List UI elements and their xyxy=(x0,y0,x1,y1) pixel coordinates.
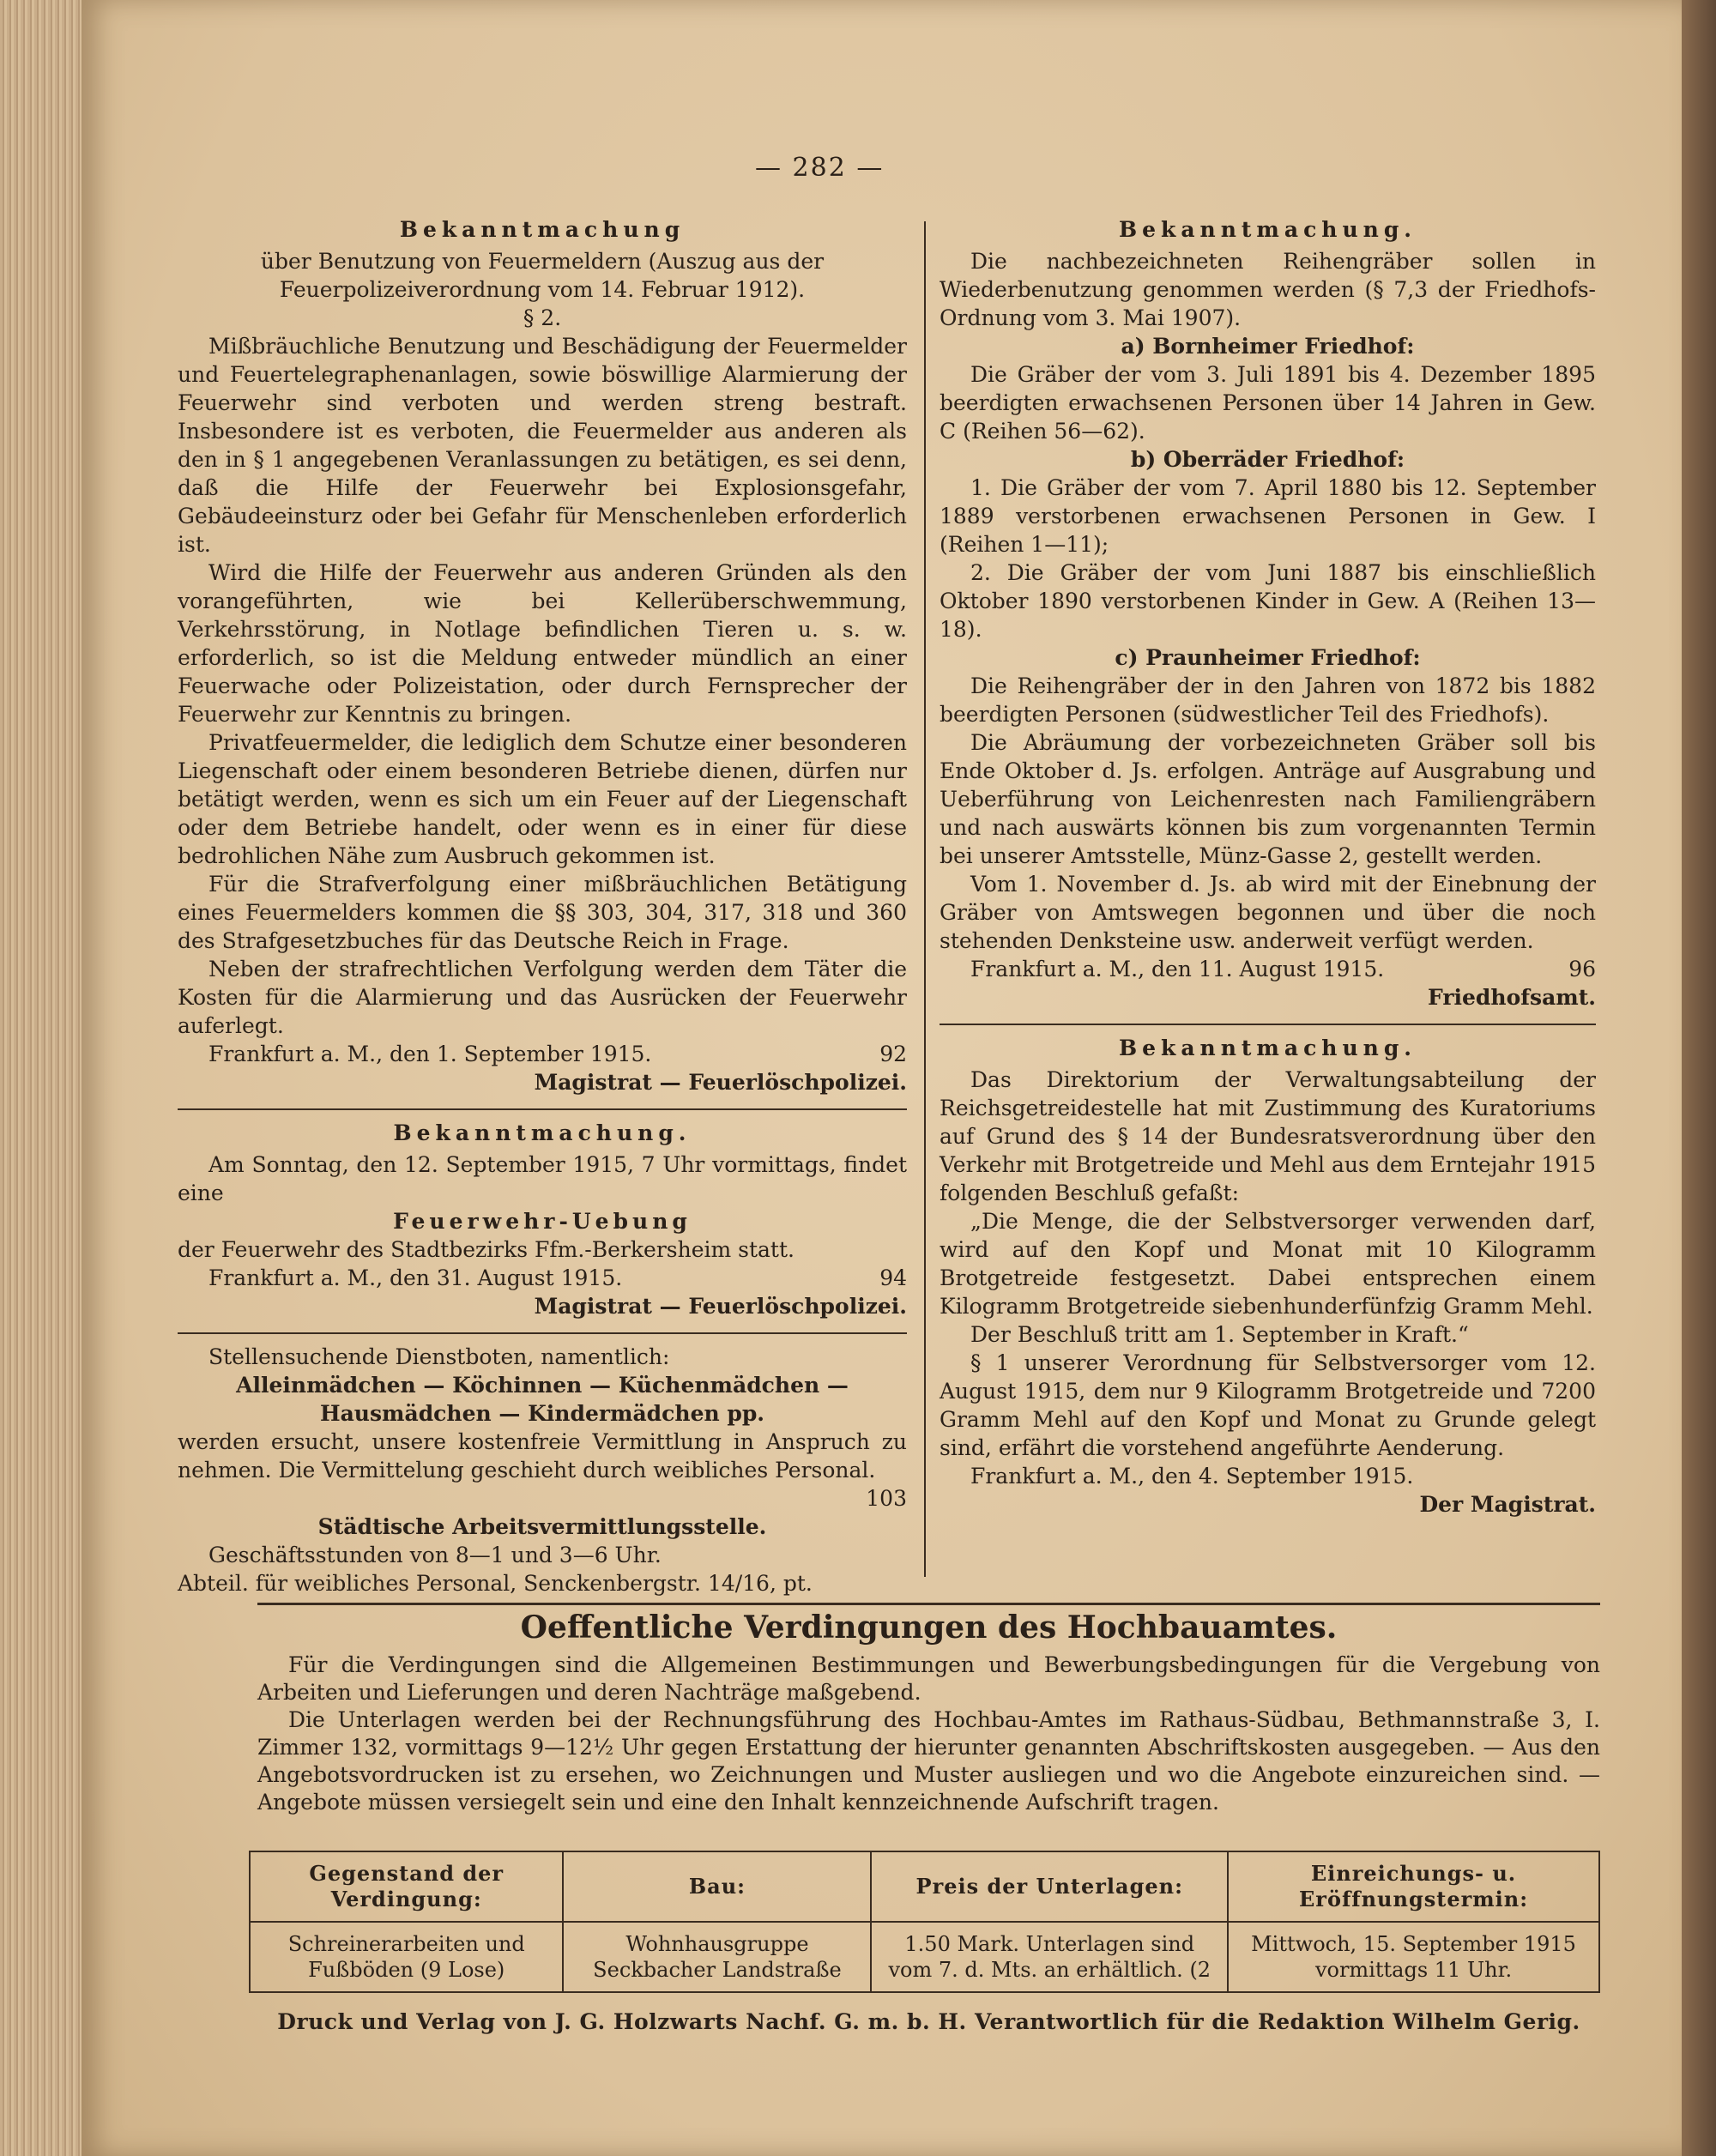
table-cell: Mittwoch, 15. September 1915 vormittags 11 Uhr. xyxy=(1228,1922,1599,1992)
notice-paragraph: Privatfeuermelder, die lediglich dem Schutze einer besonderen Liegenschaft oder einem besonderen Betriebe dienen, dürfen nur betätigt werden, wenn es sich um ein Feuer auf der Liegenschaft oder dem Betriebe handelt, oder wenn es in einer für diese bedrohlichen Nähe zum Ausbruch gekommen ist. xyxy=(178,730,907,868)
notice-heading: Bekanntmachung xyxy=(399,217,686,242)
notice-paragraph: Für die Strafverfolgung einer mißbräuchlichen Betätigung eines Feuermelders kommen die §§ 303, 304, 317, 318 und 360 des Strafgesetzbuches für das Deutsche Reich in Frage. xyxy=(178,872,907,953)
notice-paragraph: Die Abräumung der vorbezeichneten Gräber soll bis Ende Oktober d. Js. erfolgen. Anträge auf Ausgrabung und Ueberführung von Leichenresten nach Familiengräbern und nach auswärts können bis zum vorgenannten Termin bei unserer Amtsstelle, Münz-Gasse 2, gestellt werden. xyxy=(940,730,1596,868)
notice-paragraph: 1. Die Gräber der vom 7. April 1880 bis 12. September 1889 verstorbenen erwachsenen Personen in Gew. I (Reihen 1—11); xyxy=(940,475,1596,557)
notice-paragraph: Die nachbezeichneten Reihengräber sollen in Wiederbenutzung genommen werden (§ 7,3 der Friedhofs-Ordnung vom 3. Mai 1907). xyxy=(940,249,1596,330)
notice-place-date xyxy=(940,955,1596,983)
paragraph-sign: § 2. xyxy=(523,305,562,330)
table-cell: Wohnhausgruppe Seckbacher Landstraße xyxy=(563,1922,871,1992)
notice-number: 103 xyxy=(866,1486,907,1511)
column-header: Gegenstand der Verdingung: xyxy=(250,1851,563,1922)
table-header-row xyxy=(250,1851,1599,1922)
notice-heading: Bekanntmachung. xyxy=(1118,217,1417,242)
column-header: Preis der Unterlagen: xyxy=(871,1851,1228,1922)
notice-paragraph: Der Beschluß tritt am 1. September in Kraft.“ xyxy=(970,1322,1469,1347)
column-header: Einreichungs- u. Eröffnungstermin: xyxy=(1228,1851,1599,1922)
imprint: Druck und Verlag von J. G. Holzwarts Nachf. G. m. b. H. Verantwortlich für die Redaktion Wilhelm Gerig. xyxy=(277,2009,1580,2034)
notice-fire-drill xyxy=(178,1119,907,1320)
notice-separator xyxy=(940,1024,1596,1025)
section-paragraph: Die Unterlagen werden bei der Rechnungsführung des Hochbau-Amtes im Rathaus-Südbau, Bethmannstraße 3, I. Zimmer 132, vormittags 9—12½ Uhr gegen Erstattung der hierunter genannten Abschriftskosten ausgegeben. — Aus den Angebotsvordrucken ist zu ersehen, wo Zeichnungen und Muster ausliegen und wo die Angebote einzureichen sind. — Angebote müssen versiegelt sein und eine den Inhalt kennzeichnende Aufschrift tragen. xyxy=(257,1707,1600,1815)
section-paragraph: Für die Verdingungen sind die Allgemeinen Bestimmungen und Bewerbungsbedingungen für die Vergebung von Arbeiten und Lieferungen und deren Nachträge maßgebend. xyxy=(257,1652,1600,1705)
table-row xyxy=(250,1922,1599,1992)
office-department: Abteil. für weibliches Personal, Senckenbergstr. 14/16, pt. xyxy=(178,1571,813,1596)
notice-grain xyxy=(940,1034,1596,1519)
notice-paragraph: § 1 unserer Verordnung für Selbstversorger vom 12. August 1915, dem nur 9 Kilogramm Brotgetreide und 7200 Gramm Mehl auf den Kopf und Monat zu Grunde gelegt sind, erfährt die vorstehend angeführte Aenderung. xyxy=(940,1350,1596,1460)
cemetery-heading: b) Oberräder Friedhof: xyxy=(1130,447,1405,472)
notice-signature: Der Magistrat. xyxy=(1419,1492,1596,1517)
cemetery-heading: a) Bornheimer Friedhof: xyxy=(1121,334,1415,359)
book-binding-right xyxy=(1682,0,1716,2156)
notice-paragraph: „Die Menge, die der Selbstversorger verwenden darf, wird auf den Kopf und Monat mit 10 Kilogramm Brotgetreide festgesetzt. Dabei entsprechen einem Kilogramm Brotgetreide siebenhunderfünfzig Gramm Mehl. xyxy=(940,1209,1596,1319)
event-title: Feuerwehr-Uebung xyxy=(393,1209,692,1234)
notice-paragraph: Neben der strafrechtlichen Verfolgung werden dem Täter die Kosten für die Alarmierung und das Ausrücken der Feuerwehr auferlegt. xyxy=(178,957,907,1038)
notice-paragraph: der Feuerwehr des Stadtbezirks Ffm.-Berkersheim statt. xyxy=(178,1237,795,1262)
notice-paragraph: Mißbräuchliche Benutzung und Beschädigung der Feuermelder und Feuertelegraphenanlagen, sowie böswillige Alarmierung der Feuerwehr sind verboten und werden streng bestraft. Insbesondere ist es verboten, die Feuermelder aus anderen als den in § 1 angegebenen Veranlassungen zu betätigen, es sei denn, daß die Hilfe der Feuerwehr bei Explosionsgefahr, Gebäudeeinsturz oder bei Gefahr für Menschenleben erforderlich ist. xyxy=(178,334,907,557)
notice-heading: Bekanntmachung. xyxy=(393,1120,692,1145)
tenders-table xyxy=(249,1851,1600,1993)
book-page-edges xyxy=(0,0,82,2156)
notice-fire-alarms xyxy=(178,215,907,1096)
place-date-text: Frankfurt a. M., den 11. August 1915. xyxy=(970,957,1385,981)
notice-number: 96 xyxy=(1568,957,1596,981)
notice-separator xyxy=(178,1108,907,1110)
notice-paragraph: Am Sonntag, den 12. September 1915, 7 Uhr vormittags, findet eine xyxy=(178,1152,907,1205)
place-date-text: Frankfurt a. M., den 4. September 1915. xyxy=(970,1464,1414,1489)
office-hours: Geschäftsstunden von 8—1 und 3—6 Uhr. xyxy=(208,1543,662,1567)
notice-paragraph: 2. Die Gräber der vom Juni 1887 bis einschließlich Oktober 1890 verstorbenen Kinder in Gew. A (Reihen 13—18). xyxy=(940,560,1596,642)
notice-paragraph: Das Direktorium der Verwaltungsabteilung der Reichsgetreidestelle hat mit Zustimmung des Kuratoriums auf Grund des § 14 der Bundesratsverordnung über den Verkehr mit Brotgetreide und Mehl aus dem Erntejahr 1915 folgenden Beschluß gefaßt: xyxy=(940,1067,1596,1205)
page-number: — 282 — xyxy=(755,153,885,183)
notice-signature: Magistrat — Feuerlöschpolizei. xyxy=(534,1070,907,1095)
notice-heading: Bekanntmachung. xyxy=(1118,1036,1417,1060)
notice-signature: Friedhofsamt. xyxy=(1428,985,1596,1010)
column-divider xyxy=(924,221,926,1577)
right-column xyxy=(940,210,1596,1519)
column-header: Bau: xyxy=(563,1851,871,1922)
notice-paragraph: Stellensuchende Dienstboten, namentlich: xyxy=(208,1344,670,1369)
notice-paragraph: Vom 1. November d. Js. ab wird mit der Einebnung der Gräber von Amtswegen begonnen und über die noch stehenden Denksteine usw. anderweit verfügt werden. xyxy=(940,872,1596,953)
notice-paragraph: Wird die Hilfe der Feuerwehr aus anderen Gründen als den vorangeführten, wie bei Kellerüberschwemmung, Verkehrsstörung, in Notlage befindlichen Tieren u. s. w. erforderlich, so ist die Meldung entweder mündlich an einer Feuerwache oder Polizeistation, oder durch Fernsprecher der Feuerwehr zur Kenntnis zu bringen. xyxy=(178,560,907,727)
notice-job-placement xyxy=(178,1343,907,1597)
notice-number: 92 xyxy=(879,1042,907,1066)
office-name: Städtische Arbeitsvermittlungsstelle. xyxy=(317,1514,767,1539)
table-cell: Schreinerarbeiten und Fußböden (9 Lose) xyxy=(250,1922,563,1992)
cemetery-heading: c) Praunheimer Friedhof: xyxy=(1115,645,1421,670)
notice-place-date xyxy=(178,1040,907,1068)
tenders-section xyxy=(257,1603,1600,2036)
left-column xyxy=(178,210,907,1597)
job-titles: Alleinmädchen — Köchinnen — Küchenmädchen — Hausmädchen — Kindermädchen pp. xyxy=(236,1373,849,1426)
notice-signature: Magistrat — Feuerlöschpolizei. xyxy=(534,1294,907,1319)
table-cell: 1.50 Mark. Unterlagen sind vom 7. d. Mts. an erhältlich. (2 xyxy=(871,1922,1228,1992)
place-date-text: Frankfurt a. M., den 1. September 1915. xyxy=(208,1042,652,1066)
notice-paragraph: Die Gräber der vom 3. Juli 1891 bis 4. Dezember 1895 beerdigten erwachsenen Personen über 14 Jahren in Gew. C (Reihen 56—62). xyxy=(940,362,1596,444)
notice-graves xyxy=(940,215,1596,1012)
notice-subject: über Benutzung von Feuermeldern (Auszug aus der Feuerpolizeiverordnung vom 14. Februar 1912). xyxy=(260,249,825,302)
notice-number: 94 xyxy=(879,1265,907,1290)
section-title: Oeffentliche Verdingungen des Hochbauamtes. xyxy=(257,1603,1600,1641)
notice-paragraph: Die Reihengräber der in den Jahren von 1872 bis 1882 beerdigten Personen (südwestlicher Teil des Friedhofs). xyxy=(940,673,1596,727)
notice-paragraph: werden ersucht, unsere kostenfreie Vermittlung in Anspruch zu nehmen. Die Vermittelung geschieht durch weibliches Personal. xyxy=(178,1429,907,1483)
place-date-text: Frankfurt a. M., den 31. August 1915. xyxy=(208,1265,623,1290)
notice-place-date xyxy=(178,1264,907,1292)
notice-separator xyxy=(178,1332,907,1334)
